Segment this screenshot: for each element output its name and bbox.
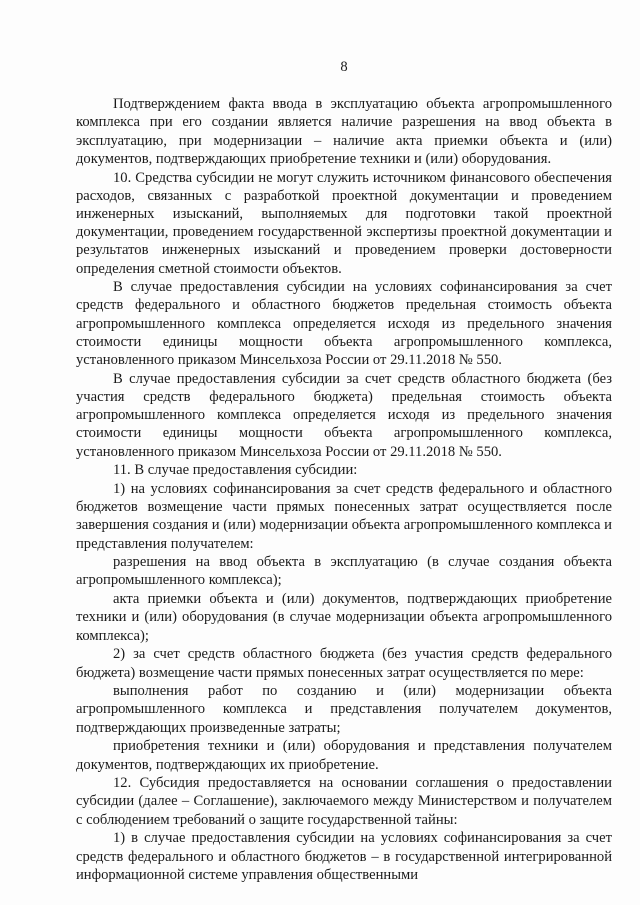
paragraph-11-intro: 11. В случае предоставления субсидии: [113, 462, 358, 479]
document-page [76, 58, 612, 884]
paragraph-11-item-2-works: выполнения работ по созданию и (или) модернизации объекта агропромышленного комплекса и представления получателем документов, подтверждающих произведенные затраты; [76, 683, 612, 736]
paragraph-11-item-1: 1) на условиях софинансирования за счет средств федерального и областного бюджетов возмещение части прямых понесенных затрат осуществляется после завершения создания и (или) модернизации объекта агропромышленного комплекса и представления получателем: [76, 480, 612, 552]
paragraph-commissioning-confirmation: Подтверждением факта ввода в эксплуатацию объекта агропромышленного комплекса при его создании является наличие разрешения на ввод объекта в эксплуатацию, при модернизации – наличие акта приемки объекта и (или) документов, подтверждающих приобретение техники и (или) оборудования. [76, 96, 612, 167]
paragraph-12-agreement: 12. Субсидия предоставляется на основании соглашения о предоставлении субсидии (далее – Соглашение), заключаемого между Министерством и получателем с соблюдением требований о защите государственной тайны: [76, 775, 612, 828]
paragraph-12-item-1: 1) в случае предоставления субсидии на условиях софинансирования за счет средств федерального и областного бюджетов – в государственной интегрированной информационной системе управления общественными [76, 830, 612, 883]
paragraph-10-funding-restrictions: 10. Средства субсидии не могут служить источником финансового обеспечения расходов, связанных с разработкой проектной документации и проведением инженерных изысканий, выполняемых для подготовки такой проектной документации, проведением государственной экспертизы проектной документации и результатов инженерных изысканий и проведением проверки достоверности определения сметной стоимости объектов. [76, 169, 612, 277]
paragraph-11-item-2: 2) за счет средств областного бюджета (без участия средств федерального бюджета) возмещение части прямых понесенных затрат осуществляется по мере: [76, 646, 612, 681]
paragraph-11-item-2-equipment: приобретения техники и (или) оборудования и представления получателем документов, подтверждающих их приобретение. [76, 738, 612, 773]
paragraph-regional-budget-max-cost: В случае предоставления субсидии за счет средств областного бюджета (без участия средств федерального бюджета) предельная стоимость объекта агропромышленного комплекса определяется исходя из предельного значения стоимости единицы мощности объекта агропромышленного комплекса, установленного приказом Минсельхоза России от 29.11.2018 № 550. [76, 370, 612, 460]
page-number: 8 [340, 59, 348, 75]
paragraph-11-item-1-acceptance-act: акта приемки объекта и (или) документов, подтверждающих приобретение техники и (или) оборудования (в случае модернизации объекта агропромышленного комплекса); [76, 591, 612, 644]
paragraph-11-item-1-permit: разрешения на ввод объекта в эксплуатацию (в случае создания объекта агропромышленного комплекса); [76, 554, 612, 589]
paragraph-cofinancing-max-cost: В случае предоставления субсидии на условиях софинансирования за счет средств федерального и областного бюджетов предельная стоимость объекта агропромышленного комплекса определяется исходя из предельного значения стоимости единицы мощности объекта агропромышленного комплекса, установленного приказом Минсельхоза России от 29.11.2018 № 550. [76, 279, 612, 369]
